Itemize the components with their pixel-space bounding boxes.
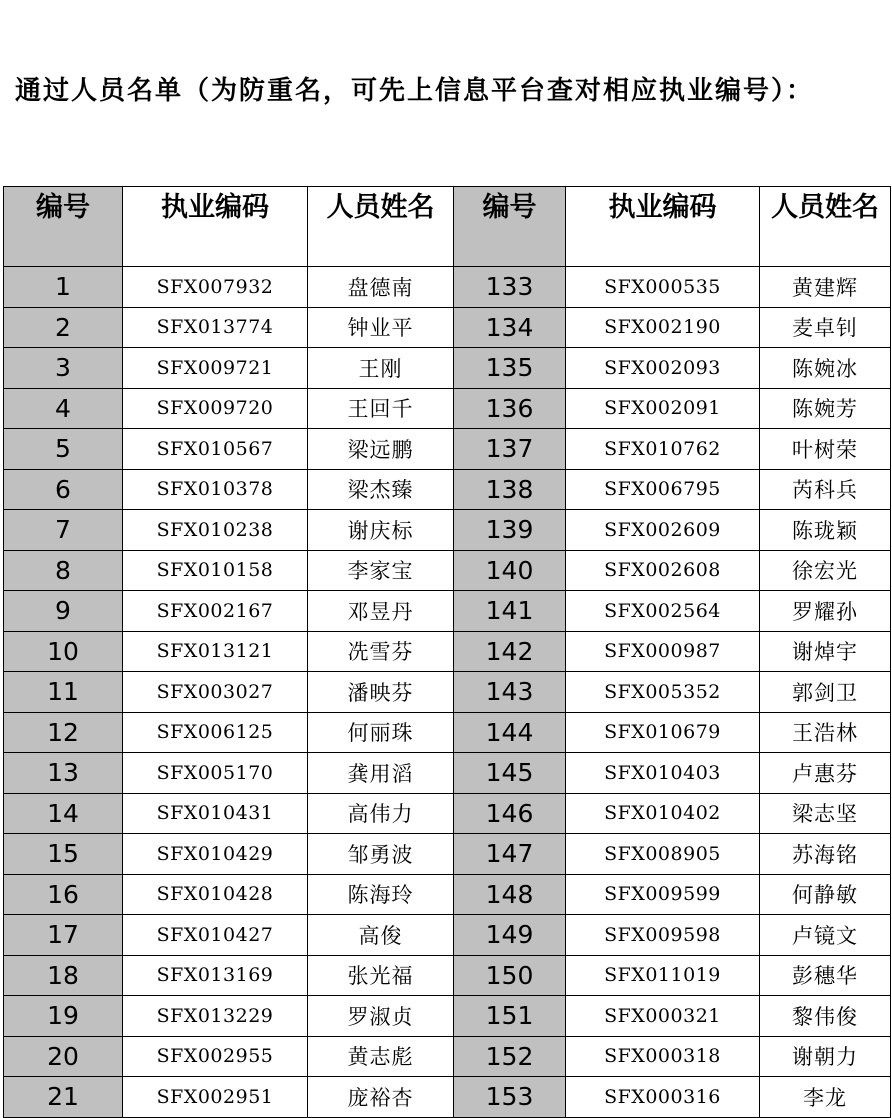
license-code-left: SFX005170 — [123, 753, 308, 794]
table-row — [4, 1036, 891, 1077]
row-number-left: 18 — [4, 955, 123, 996]
person-name-right: 王浩林 — [760, 712, 891, 753]
person-name-right: 罗耀孙 — [760, 591, 891, 632]
license-code-left: SFX003027 — [123, 672, 308, 713]
license-code-left: SFX002167 — [123, 591, 308, 632]
license-code-left: SFX002955 — [123, 1036, 308, 1077]
row-number-right: 146 — [454, 793, 566, 834]
row-number-left: 6 — [4, 469, 123, 510]
person-name-right: 苏海铭 — [760, 834, 891, 875]
header-license-code-left: 执业编码 — [123, 187, 308, 267]
row-number-left: 4 — [4, 388, 123, 429]
row-number-left: 2 — [4, 307, 123, 348]
person-name-left: 冼雪芬 — [308, 631, 454, 672]
license-code-right: SFX006795 — [566, 469, 760, 510]
person-name-right: 李龙 — [760, 1077, 891, 1118]
license-code-left: SFX006125 — [123, 712, 308, 753]
person-name-right: 彭穗华 — [760, 955, 891, 996]
row-number-right: 147 — [454, 834, 566, 875]
table-row — [4, 793, 891, 834]
license-code-right: SFX002190 — [566, 307, 760, 348]
license-code-left: SFX010378 — [123, 469, 308, 510]
header-person-name-left: 人员姓名 — [308, 187, 454, 267]
table-body — [4, 267, 891, 1118]
license-code-right: SFX002093 — [566, 348, 760, 389]
table-row — [4, 1077, 891, 1118]
table-row — [4, 348, 891, 389]
license-code-left: SFX009721 — [123, 348, 308, 389]
license-code-right: SFX010403 — [566, 753, 760, 794]
person-name-left: 盘德南 — [308, 267, 454, 308]
person-name-right: 黄建辉 — [760, 267, 891, 308]
person-name-right: 陈珑颖 — [760, 510, 891, 551]
person-name-right: 谢焯宇 — [760, 631, 891, 672]
license-code-right: SFX010402 — [566, 793, 760, 834]
person-name-right: 何静敏 — [760, 874, 891, 915]
row-number-right: 138 — [454, 469, 566, 510]
row-number-right: 142 — [454, 631, 566, 672]
table-row — [4, 712, 891, 753]
person-name-left: 高伟力 — [308, 793, 454, 834]
license-code-right: SFX010762 — [566, 429, 760, 470]
table-row — [4, 834, 891, 875]
license-code-left: SFX010428 — [123, 874, 308, 915]
header-number-left: 编号 — [4, 187, 123, 267]
header-number-right: 编号 — [454, 187, 566, 267]
header-person-name-right: 人员姓名 — [760, 187, 891, 267]
row-number-left: 21 — [4, 1077, 123, 1118]
row-number-left: 17 — [4, 915, 123, 956]
license-code-left: SFX013169 — [123, 955, 308, 996]
license-code-right: SFX000987 — [566, 631, 760, 672]
table-row — [4, 307, 891, 348]
person-name-right: 谢朝力 — [760, 1036, 891, 1077]
row-number-left: 20 — [4, 1036, 123, 1077]
table-row — [4, 591, 891, 632]
license-code-right: SFX000316 — [566, 1077, 760, 1118]
table-row — [4, 267, 891, 308]
license-code-left: SFX010427 — [123, 915, 308, 956]
row-number-left: 13 — [4, 753, 123, 794]
license-code-right: SFX009599 — [566, 874, 760, 915]
row-number-left: 19 — [4, 996, 123, 1037]
row-number-left: 7 — [4, 510, 123, 551]
row-number-right: 149 — [454, 915, 566, 956]
person-name-left: 梁远鹏 — [308, 429, 454, 470]
row-number-right: 136 — [454, 388, 566, 429]
row-number-right: 152 — [454, 1036, 566, 1077]
license-code-left: SFX013774 — [123, 307, 308, 348]
person-name-left: 王刚 — [308, 348, 454, 389]
row-number-right: 134 — [454, 307, 566, 348]
person-name-left: 钟业平 — [308, 307, 454, 348]
table-row — [4, 996, 891, 1037]
row-number-left: 11 — [4, 672, 123, 713]
license-code-left: SFX010429 — [123, 834, 308, 875]
row-number-left: 9 — [4, 591, 123, 632]
row-number-right: 140 — [454, 550, 566, 591]
person-name-right: 郭剑卫 — [760, 672, 891, 713]
person-name-left: 庞裕杏 — [308, 1077, 454, 1118]
row-number-left: 10 — [4, 631, 123, 672]
license-code-left: SFX010158 — [123, 550, 308, 591]
person-name-right: 卢镜文 — [760, 915, 891, 956]
row-number-right: 133 — [454, 267, 566, 308]
license-code-left: SFX013229 — [123, 996, 308, 1037]
row-number-right: 145 — [454, 753, 566, 794]
license-code-right: SFX002608 — [566, 550, 760, 591]
table-row — [4, 672, 891, 713]
row-number-right: 143 — [454, 672, 566, 713]
license-code-left: SFX010238 — [123, 510, 308, 551]
table-row — [4, 874, 891, 915]
license-code-right: SFX002091 — [566, 388, 760, 429]
license-code-left: SFX009720 — [123, 388, 308, 429]
person-name-left: 邹勇波 — [308, 834, 454, 875]
row-number-left: 12 — [4, 712, 123, 753]
table-row — [4, 469, 891, 510]
table-row — [4, 955, 891, 996]
header-license-code-right: 执业编码 — [566, 187, 760, 267]
row-number-left: 15 — [4, 834, 123, 875]
row-number-right: 137 — [454, 429, 566, 470]
license-code-right: SFX009598 — [566, 915, 760, 956]
table-header-row — [4, 187, 891, 267]
license-code-right: SFX010679 — [566, 712, 760, 753]
row-number-right: 135 — [454, 348, 566, 389]
page-heading: 通过人员名单（为防重名，可先上信息平台查对相应执业编号）： — [15, 76, 815, 106]
person-name-right: 陈婉冰 — [760, 348, 891, 389]
license-code-right: SFX002564 — [566, 591, 760, 632]
table-row — [4, 915, 891, 956]
person-name-left: 高俊 — [308, 915, 454, 956]
license-code-left: SFX002951 — [123, 1077, 308, 1118]
license-code-left: SFX010567 — [123, 429, 308, 470]
person-name-right: 陈婉芳 — [760, 388, 891, 429]
row-number-left: 8 — [4, 550, 123, 591]
person-name-left: 谢庆标 — [308, 510, 454, 551]
person-name-right: 黎伟俊 — [760, 996, 891, 1037]
row-number-right: 150 — [454, 955, 566, 996]
person-name-left: 王回千 — [308, 388, 454, 429]
person-name-right: 叶树荣 — [760, 429, 891, 470]
license-code-right: SFX005352 — [566, 672, 760, 713]
person-name-left: 罗淑贞 — [308, 996, 454, 1037]
person-name-left: 梁杰臻 — [308, 469, 454, 510]
person-name-right: 卢惠芬 — [760, 753, 891, 794]
row-number-left: 3 — [4, 348, 123, 389]
person-name-right: 芮科兵 — [760, 469, 891, 510]
license-code-right: SFX000318 — [566, 1036, 760, 1077]
person-name-right: 麦卓钊 — [760, 307, 891, 348]
row-number-right: 139 — [454, 510, 566, 551]
row-number-right: 151 — [454, 996, 566, 1037]
roster-table — [3, 186, 891, 1118]
row-number-left: 16 — [4, 874, 123, 915]
person-name-left: 陈海玲 — [308, 874, 454, 915]
license-code-right: SFX000321 — [566, 996, 760, 1037]
row-number-left: 1 — [4, 267, 123, 308]
license-code-right: SFX000535 — [566, 267, 760, 308]
person-name-left: 邓昱丹 — [308, 591, 454, 632]
row-number-right: 153 — [454, 1077, 566, 1118]
person-name-right: 徐宏光 — [760, 550, 891, 591]
license-code-right: SFX002609 — [566, 510, 760, 551]
row-number-right: 141 — [454, 591, 566, 632]
license-code-left: SFX010431 — [123, 793, 308, 834]
person-name-left: 龚用滔 — [308, 753, 454, 794]
person-name-left: 黄志彪 — [308, 1036, 454, 1077]
table-row — [4, 550, 891, 591]
table-row — [4, 510, 891, 551]
license-code-right: SFX008905 — [566, 834, 760, 875]
license-code-left: SFX007932 — [123, 267, 308, 308]
row-number-left: 5 — [4, 429, 123, 470]
person-name-left: 何丽珠 — [308, 712, 454, 753]
person-name-left: 李家宝 — [308, 550, 454, 591]
row-number-right: 148 — [454, 874, 566, 915]
table-row — [4, 753, 891, 794]
person-name-right: 梁志坚 — [760, 793, 891, 834]
license-code-right: SFX011019 — [566, 955, 760, 996]
table-row — [4, 388, 891, 429]
table-row — [4, 631, 891, 672]
row-number-left: 14 — [4, 793, 123, 834]
row-number-right: 144 — [454, 712, 566, 753]
person-name-left: 潘映芬 — [308, 672, 454, 713]
person-name-left: 张光福 — [308, 955, 454, 996]
license-code-left: SFX013121 — [123, 631, 308, 672]
table-row — [4, 429, 891, 470]
